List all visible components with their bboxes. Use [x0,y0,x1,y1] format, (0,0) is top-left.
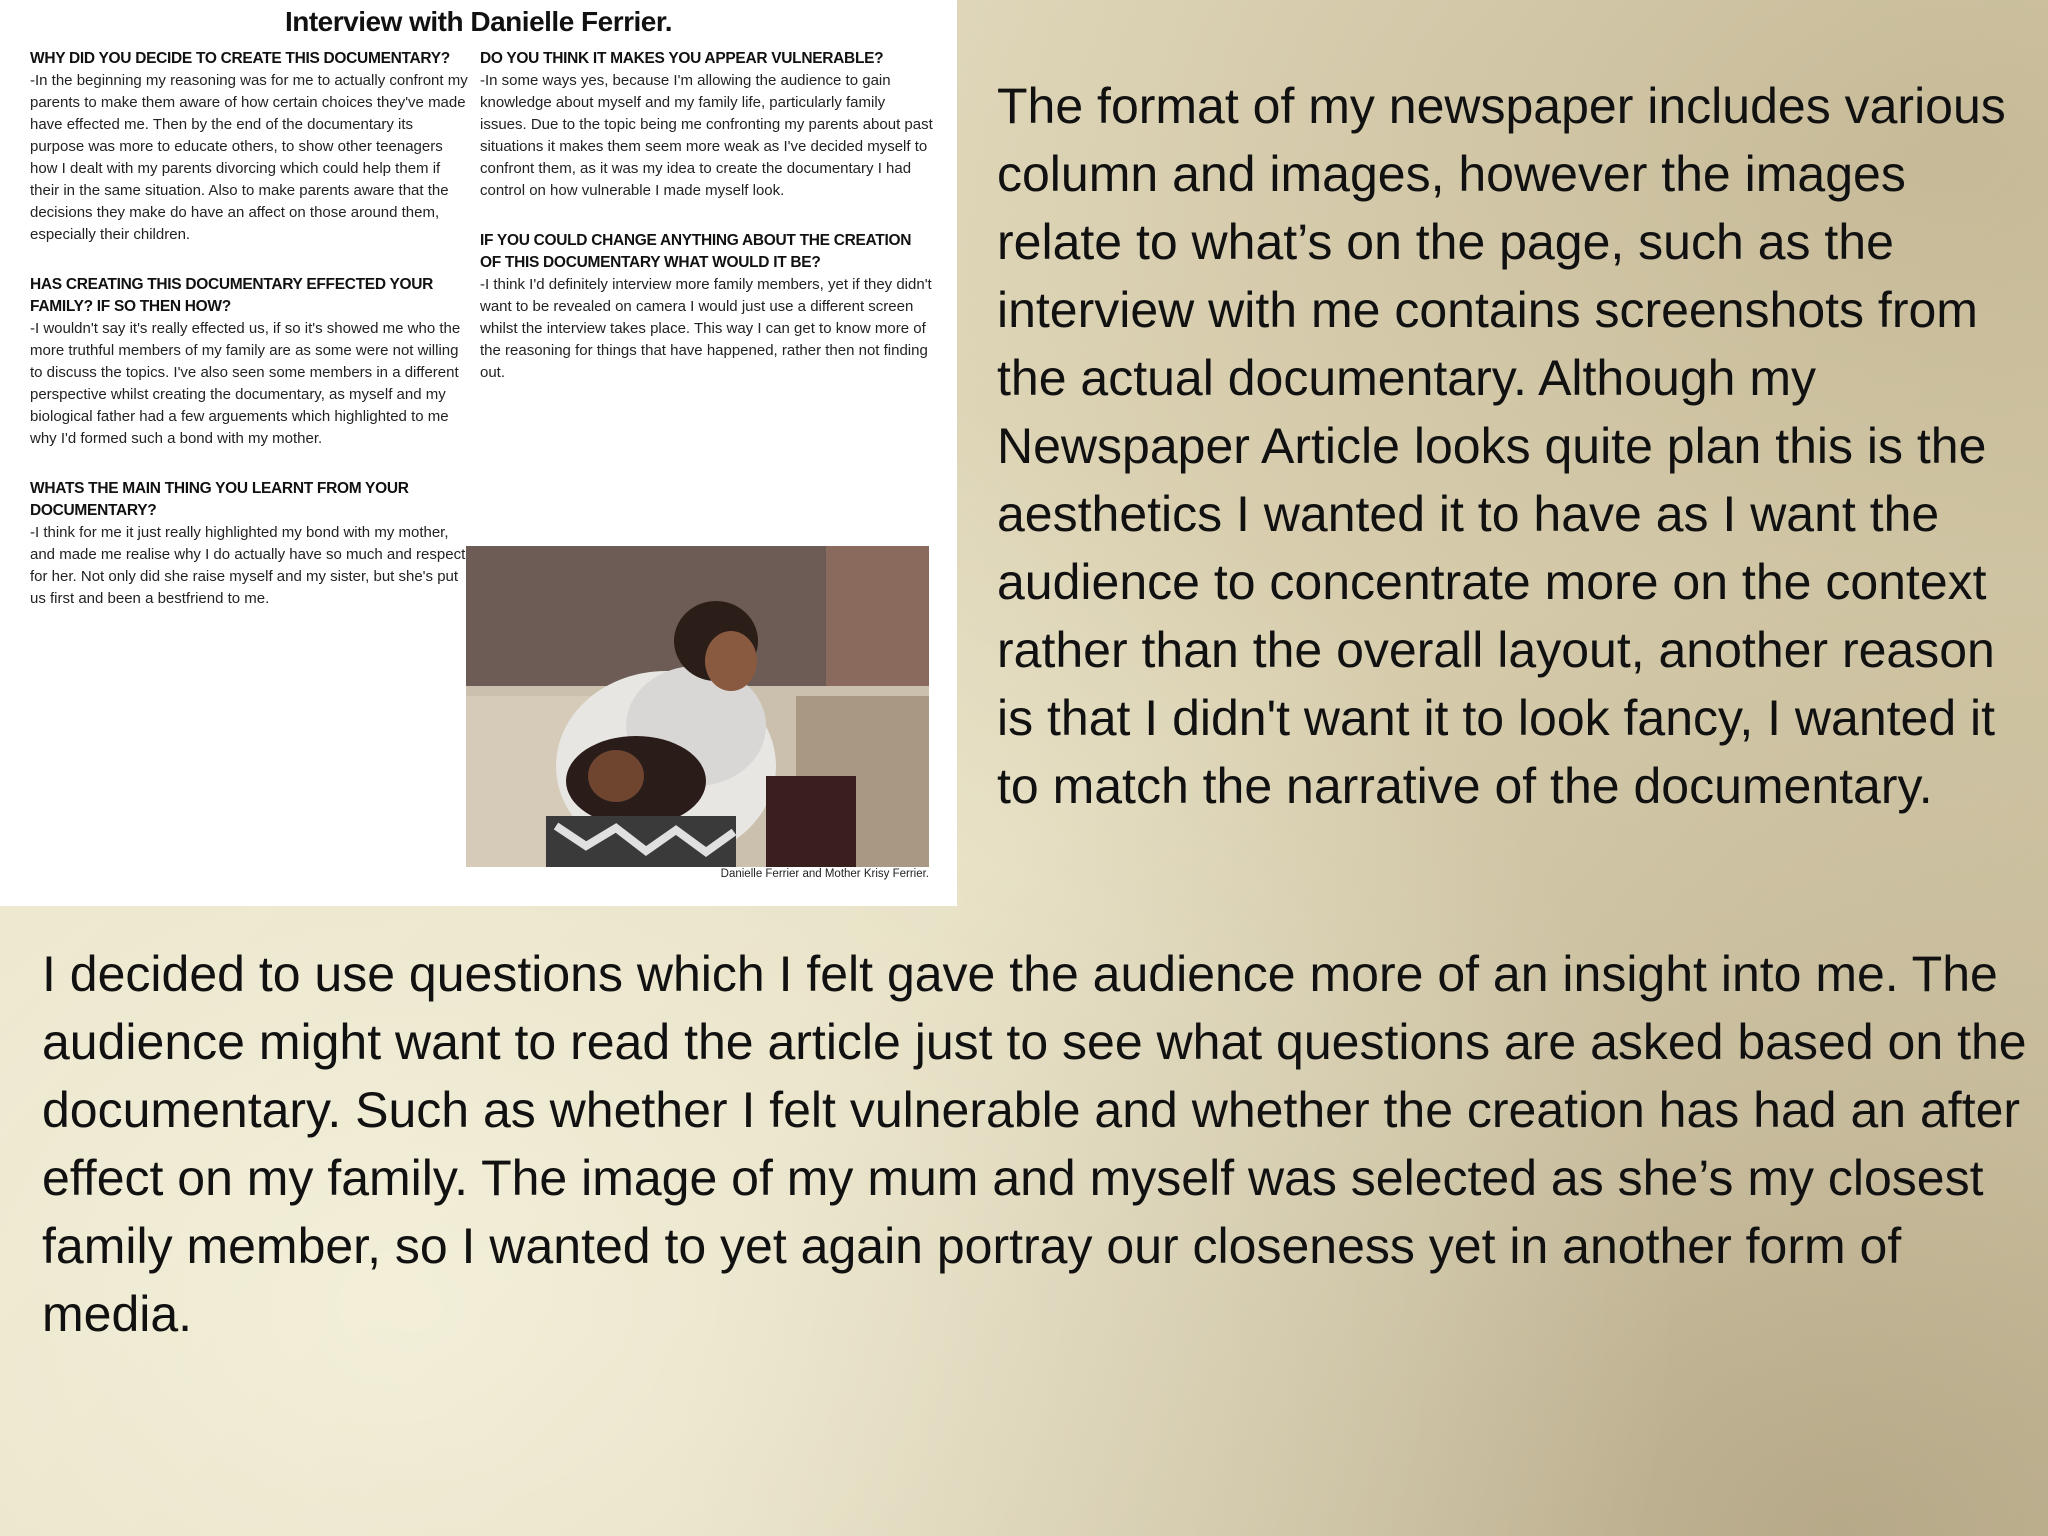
photo-caption: Danielle Ferrier and Mother Krisy Ferrier. [720,868,929,880]
interview-question: WHATS THE MAIN THING YOU LEARNT FROM YOUR DOCUMENTARY? [30,480,409,519]
interview-answer: -In the beginning my reasoning was for me to actually confront my parents to make them aware of how certain choices they've made have effected me. Then by the end of the documentary its purpose was more to educate others, to show other teenagers how I dealt with my parents divorcing which could help them if their in the same situation. Also to make parents aware that the decisions they make do have an affect on those around them, especially their children. [30,72,468,243]
interview-question: DO YOU THINK IT MAKES YOU APPEAR VULNERABLE? [480,50,884,67]
interview-question: WHY DID YOU DECIDE TO CREATE THIS DOCUMENTARY? [30,50,450,67]
interview-question: HAS CREATING THIS DOCUMENTARY EFFECTED YOUR FAMILY? IF SO THEN HOW? [30,276,434,315]
article-photo [466,546,929,867]
article-left-column [30,48,470,638]
newspaper-article [0,0,957,906]
interview-answer: -I think for me it just really highlighted my bond with my mother, and made me realise why I do actually have so much and respect for her. Not only did she raise myself and my sister, but she's put us first and been a bestfriend to me. [30,524,466,607]
format-paragraph: The format of my newspaper includes various column and images, however the images relate to what’s on the page, such as the interview with me contains screenshots from the actual documentary. Although my Newspaper Article looks quite plan this is the aesthetics I wanted it to have as I want the audience to concentrate more on the context rather than the overall layout, another reason is that I didn't want it to look fancy, I wanted it to match the narrative of the documentary. [997,78,2006,814]
interview-answer: -In some ways yes, because I'm allowing the audience to gain knowledge about myself and my family life, particularly family issues. Due to the topic being me confronting my parents about past situations it makes them seem more weak as I've decided myself to confront them, as it was my idea to create the documentary I had control on how vulnerable I made myself look. [480,72,933,199]
article-right-column [480,48,935,412]
interview-answer: -I wouldn't say it's really effected us, if so it's showed me who the more truthful members of my family are as some were not willing to discuss the topics. I've also seen some members in a different perspective whilst creating the documentary, as myself and my biological father had a few arguements which highlighted to me why I'd formed such a bond with my mother. [30,320,461,447]
questions-paragraph: I decided to use questions which I felt gave the audience more of an insight into me. The audience might want to read the article just to see what questions are asked based on the documentary. Such as whether I felt vulnerable and whether the creation has had an after effect on my family. The image of my mum and myself was selected as she’s my closest family member, so I wanted to yet again portray our closeness yet in another form of media. [42,946,2027,1342]
interview-answer: -I think I'd definitely interview more family members, yet if they didn't want to be revealed on camera I would just use a different screen whilst the interview takes place. This way I can get to know more of the reasoning for things that have happened, rather then not finding out. [480,276,932,381]
interview-question: IF YOU COULD CHANGE ANYTHING ABOUT THE CREATION OF THIS DOCUMENTARY WHAT WOULD IT BE? [480,232,912,271]
article-title: Interview with Danielle Ferrier. [284,6,673,37]
